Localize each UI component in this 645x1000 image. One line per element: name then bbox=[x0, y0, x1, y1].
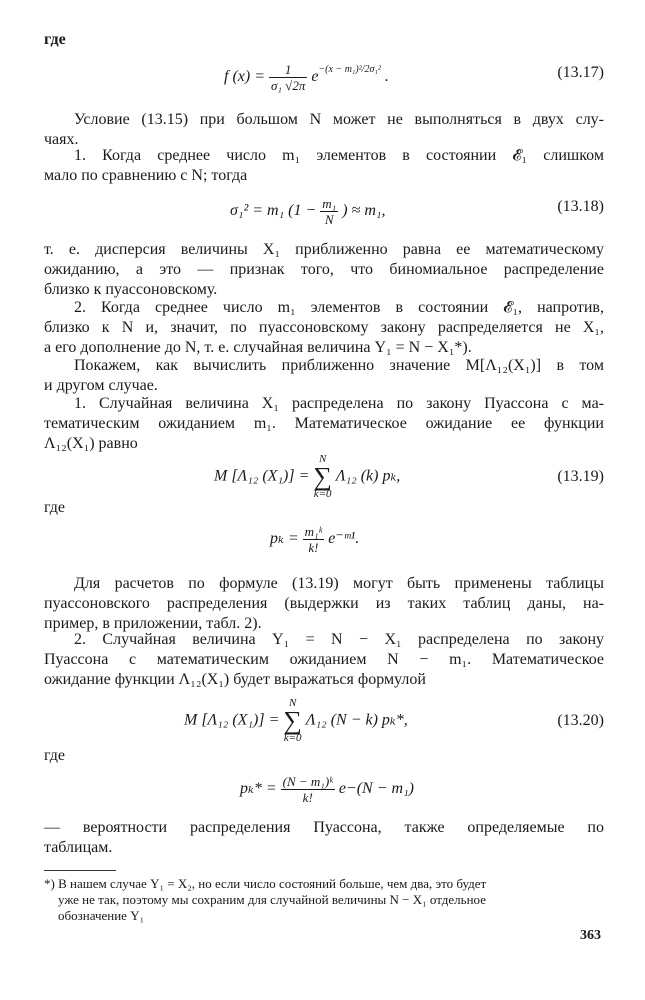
equation-13-18 bbox=[44, 188, 604, 232]
eq-13-19-lhs: M [Λ₁₂ (X₁)] = bbox=[214, 467, 314, 485]
eq-13-17-base: e bbox=[311, 68, 319, 86]
eq-13-19-sum-bottom: k=0 bbox=[313, 488, 332, 500]
page-number: 363 bbox=[580, 928, 601, 943]
eq-13-18-number: (13.18) bbox=[557, 198, 604, 215]
paragraph-line: и другом случае. bbox=[44, 377, 158, 394]
paragraph-line: 2. Случайная величина Y₁ = N − X₁ распределена по закону bbox=[74, 631, 604, 648]
paragraph-line: пример, в приложении, табл. 2). bbox=[44, 615, 262, 632]
eq-13-17-tail: . bbox=[384, 68, 389, 86]
paragraph-line: мало по сравнению с N; тогда bbox=[44, 167, 248, 184]
footnote-line: обозначение Y₁ bbox=[58, 908, 145, 923]
paragraph-line: ожиданию, а это — признак того, что биномиальное распределение bbox=[44, 261, 604, 278]
eq-pk-star-numerator: (N − m₁)ᵏ bbox=[282, 774, 333, 789]
paragraph-line: Пуассона с математическим ожиданием N − m₁. Математическое bbox=[44, 651, 604, 668]
paragraph-line: тематическим ожиданием m₁. Математическое ожидание ее функции bbox=[44, 415, 604, 432]
paragraph-line: близко к пуассоновскому. bbox=[44, 281, 218, 298]
paragraph-line: близко к N и, значит, по пуассоновскому закону распределяется не X₁, bbox=[44, 319, 604, 336]
paragraph-line: Покажем, как вычислить приближенно значение M[Λ₁₂(X₁)] в том bbox=[74, 357, 604, 374]
eq-13-20-lhs: M [Λ₁₂ (X₁)] = bbox=[184, 711, 284, 729]
footnote-divider bbox=[44, 870, 116, 871]
eq-13-17-number: (13.17) bbox=[557, 64, 604, 81]
eq-pk-numerator: m₁ᵏ bbox=[304, 524, 323, 539]
eq-pk-lhs: pₖ = bbox=[270, 530, 303, 548]
paragraph-line: 2. Когда среднее число m₁ элементов в состоянии 𝓔₁, напротив, bbox=[74, 299, 604, 316]
eq-13-18-denominator: N bbox=[324, 212, 334, 227]
label-gde: где bbox=[44, 747, 66, 764]
paragraph-line: чаях. bbox=[44, 131, 79, 148]
label-gde: где bbox=[44, 499, 66, 516]
eq-pk-fraction bbox=[303, 524, 325, 555]
sigma-symbol: ∑ bbox=[313, 462, 332, 491]
eq-13-18-numerator: m₁ bbox=[322, 196, 337, 211]
eq-13-19-rhs: Λ₁₂ (k) pₖ, bbox=[335, 467, 401, 485]
eq-13-20-sum-sign bbox=[283, 698, 302, 744]
paragraph-line: Условие (13.15) при большом N может не выполняться в двух слу- bbox=[74, 111, 604, 128]
paragraph-line: а его дополнение до N, т. е. случайная величина Y₁ = N − X₁*). bbox=[44, 339, 472, 356]
eq-13-17-numerator: 1 bbox=[269, 62, 307, 78]
eq-13-19-sum-top: N bbox=[318, 453, 327, 465]
eq-13-20-sum-bottom: k=0 bbox=[283, 732, 302, 744]
eq-pk-star-lhs: pₖ* = bbox=[240, 780, 281, 798]
eq-13-17-lhs: f (x) = bbox=[224, 68, 269, 86]
equation-13-19 bbox=[44, 448, 604, 502]
eq-pk-star-rhs: e−(N − m₁) bbox=[338, 780, 414, 798]
eq-13-18-rhs: ) ≈ m₁, bbox=[342, 202, 386, 220]
paragraph-line: Λ₁₂(X₁) равно bbox=[44, 435, 138, 452]
paragraph-line: ожидание функции Λ₁₂(X₁) будет выражаться формулой bbox=[44, 671, 426, 688]
paragraph-line: Для расчетов по формуле (13.19) могут быть применены таблицы bbox=[74, 575, 604, 592]
eq-pk-star-denominator: k! bbox=[302, 790, 313, 805]
paragraph-line: пуассоновского распределения (выдержки из таких таблиц даны, на- bbox=[44, 595, 604, 612]
eq-pk-denominator: k! bbox=[308, 540, 319, 555]
eq-pk-rhs: e⁻ᵐ¹. bbox=[328, 530, 360, 548]
equation-pk bbox=[44, 516, 604, 560]
footnote-line: *) В нашем случае Y₁ = X₂, но если число состояний больше, чем два, это будет bbox=[44, 876, 487, 891]
paragraph-line: таблицам. bbox=[44, 839, 113, 856]
eq-13-20-sum-top: N bbox=[288, 697, 297, 709]
eq-13-17-fraction bbox=[269, 62, 307, 93]
paragraph-line: т. е. дисперсия величины X₁ приближенно равна ее математическому bbox=[44, 241, 604, 258]
sigma-symbol: ∑ bbox=[283, 706, 302, 735]
equation-13-20 bbox=[44, 692, 604, 746]
eq-13-19-sum-sign bbox=[313, 454, 332, 500]
eq-13-18-lhs: σ₁² = m₁ (1 − bbox=[230, 202, 321, 220]
eq-13-17-denominator: σ₁ √2π bbox=[271, 78, 306, 93]
eq-13-18-fraction bbox=[320, 196, 338, 227]
eq-13-20-rhs: Λ₁₂ (N − k) pₖ*, bbox=[305, 711, 408, 729]
label-gde: где bbox=[44, 31, 66, 48]
eq-pk-star-fraction bbox=[281, 774, 335, 805]
equation-13-17 bbox=[44, 54, 604, 98]
equation-pk-star bbox=[44, 766, 604, 810]
paragraph-line: — вероятности распределения Пуассона, также определяемые по bbox=[44, 819, 604, 836]
paragraph-line: 1. Когда среднее число m₁ элементов в состоянии 𝓔₁ слишком bbox=[74, 147, 604, 164]
eq-13-19-number: (13.19) bbox=[557, 468, 604, 485]
eq-13-17-exponent: −(x − m₁)²/2σ₁² bbox=[318, 64, 381, 76]
footnote-line: уже не так, поэтому мы сохраним для случайной величины N − X₁ отдельное bbox=[58, 892, 486, 907]
eq-13-20-number: (13.20) bbox=[557, 712, 604, 729]
paragraph-line: 1. Случайная величина X₁ распределена по закону Пуассона с ма- bbox=[74, 395, 604, 412]
